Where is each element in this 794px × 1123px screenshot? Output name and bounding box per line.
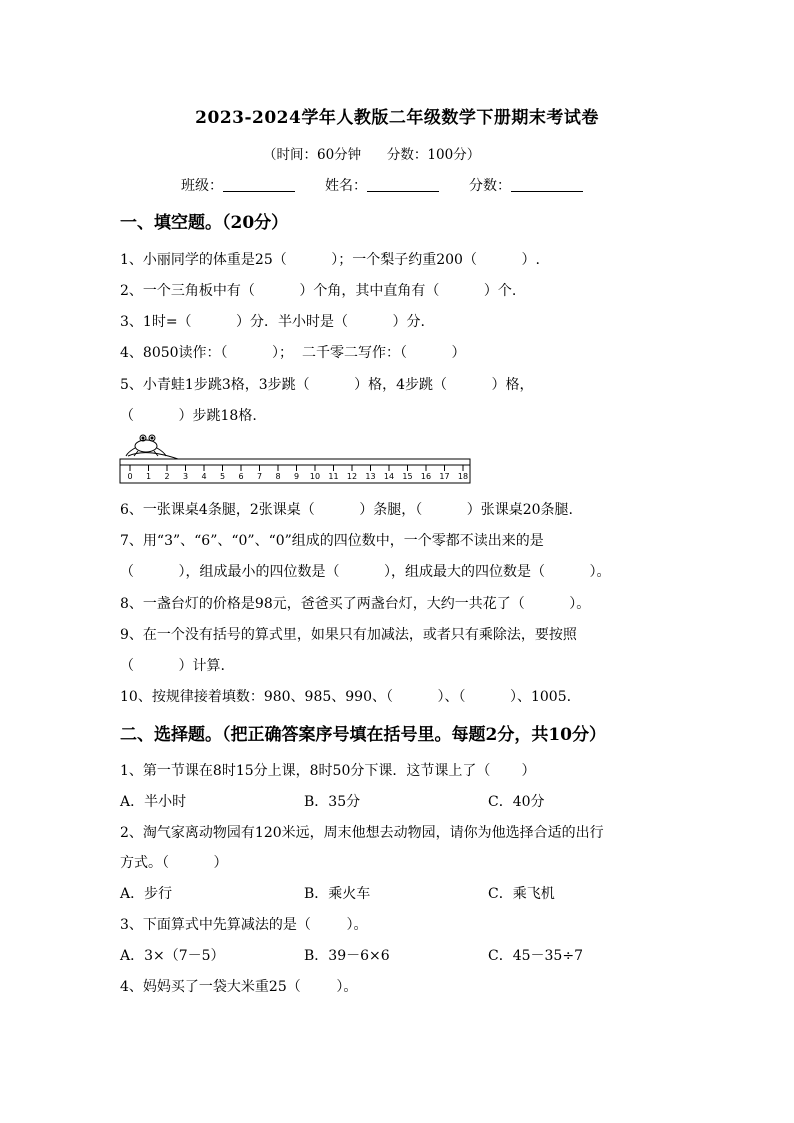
class-blank[interactable] xyxy=(223,177,295,192)
s2-q1-option-c[interactable]: C．40分 xyxy=(488,794,545,810)
section2-heading: 二、选择题。（把正确答案序号填在括号里。每题2分，共10分） xyxy=(120,725,606,745)
number-line-label: 12 xyxy=(346,472,358,481)
frog-number-line xyxy=(118,428,474,492)
number-line-label: 0 xyxy=(127,472,133,481)
number-line-label: 16 xyxy=(420,472,432,481)
s1-question-5-cont: （ ）步跳18格. xyxy=(120,408,257,424)
number-line-label: 14 xyxy=(383,472,395,481)
s2-q3-option-b[interactable]: B．39－6×6 xyxy=(304,948,390,964)
number-line-label: 15 xyxy=(402,472,413,481)
s1-question-7: 7、用“3”、“6”、“0”、“0”组成的四位数中，一个零都不读出来的是 xyxy=(120,533,544,549)
s1-question-7-cont: （ ），组成最小的四位数是（ ），组成最大的四位数是（ ）。 xyxy=(120,564,611,580)
number-line-svg xyxy=(118,428,474,492)
class-label: 班级： xyxy=(181,178,223,194)
s2-question-1: 1、第一节课在8时15分上课，8时50分下课．这节课上了（ ） xyxy=(120,763,536,779)
s1-question-2: 2、一个三角板中有（ ）个角，其中直角有（ ）个. xyxy=(120,283,517,299)
number-line-label: 7 xyxy=(256,472,263,481)
number-line-label: 13 xyxy=(365,472,376,481)
s1-question-1: 1、小丽同学的体重是25（ ）；一个梨子约重200（ ）. xyxy=(120,252,540,268)
s2-question-4: 4、妈妈买了一袋大米重25（ ）。 xyxy=(120,979,358,995)
s2-q2-option-a[interactable]: A．步行 xyxy=(120,886,173,902)
s2-q2-option-b[interactable]: B．乘火车 xyxy=(304,886,371,902)
s1-question-3: 3、1时=（ ）分．半小时是（ ）分. xyxy=(120,314,425,330)
number-line-label: 18 xyxy=(457,472,469,481)
s2-question-3: 3、下面算式中先算减法的是（ ）。 xyxy=(120,917,368,933)
s1-question-9: 9、在一个没有括号的算式里，如果只有加减法，或者只有乘除法，要按照 xyxy=(120,627,577,643)
s2-q3-option-a[interactable]: A．3×（7－5） xyxy=(120,948,225,964)
number-line-label: 9 xyxy=(293,472,300,481)
section1-heading: 一、填空题。（20分） xyxy=(120,213,289,233)
s1-question-8: 8、一盏台灯的价格是98元，爸爸买了两盏台灯，大约一共花了（ ）。 xyxy=(120,596,591,612)
number-line-label: 5 xyxy=(219,472,226,481)
number-line-label: 10 xyxy=(309,472,321,481)
score-blank[interactable] xyxy=(511,177,583,192)
number-line-label: 1 xyxy=(145,472,152,481)
name-blank[interactable] xyxy=(367,177,439,192)
number-line-label: 4 xyxy=(201,472,207,481)
s1-question-9-cont: （ ）计算. xyxy=(120,658,225,674)
exam-subtitle: （时间：60分钟 分数：100分） xyxy=(263,147,481,163)
student-info-row xyxy=(181,175,613,195)
number-line-label: 8 xyxy=(275,472,281,481)
number-line-label: 6 xyxy=(238,472,244,481)
s2-q1-option-a[interactable]: A．半小时 xyxy=(120,794,187,810)
exam-title: 2023-2024学年人教版二年级数学下册期末考试卷 xyxy=(195,108,599,128)
s2-question-2-cont: 方式。（ ） xyxy=(120,855,228,871)
number-line-label: 3 xyxy=(182,472,189,481)
s2-q1-option-b[interactable]: B．35分 xyxy=(304,794,361,810)
s1-question-10: 10、按规律接着填数：980、985、990、（ ）、（ ）、1005. xyxy=(120,689,572,705)
s2-question-2: 2、淘气家离动物园有120米远，周末他想去动物园，请你为他选择合适的出行 xyxy=(120,825,604,841)
number-line-label: 17 xyxy=(439,472,450,481)
name-label: 姓名： xyxy=(325,178,367,194)
number-line-label: 11 xyxy=(328,472,339,481)
number-line-label: 2 xyxy=(164,472,170,481)
s1-question-5: 5、小青蛙1步跳3格，3步跳（ ）格，4步跳（ ）格， xyxy=(120,377,534,393)
score-label: 分数： xyxy=(469,178,511,194)
s2-q3-option-c[interactable]: C．45－35÷7 xyxy=(488,948,583,964)
s2-q2-option-c[interactable]: C．乘飞机 xyxy=(488,886,555,902)
frog-icon xyxy=(126,435,178,459)
s1-question-6: 6、一张课桌4条腿，2张课桌（ ）条腿，（ ）张课桌20条腿. xyxy=(120,502,573,518)
s1-question-4: 4、8050读作：（ ）； 二千零二写作：（ ） xyxy=(120,345,466,361)
